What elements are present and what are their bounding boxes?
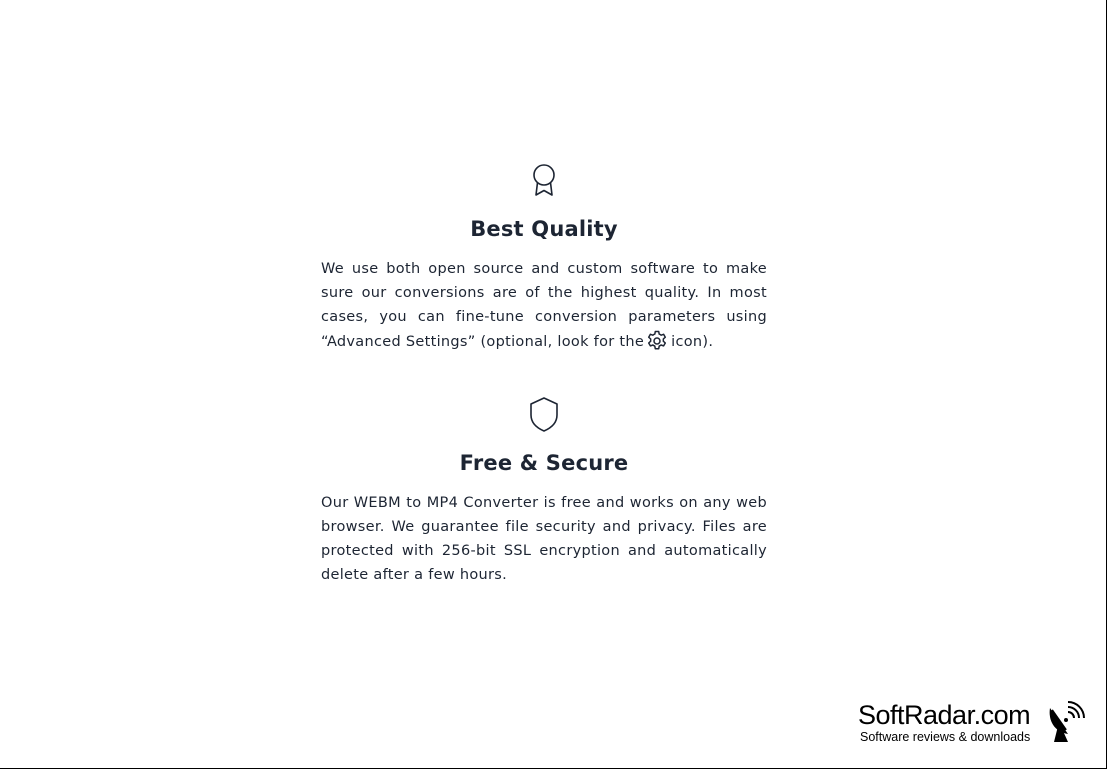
gear-icon <box>645 329 669 353</box>
shield-icon <box>524 394 564 434</box>
feature-best-quality <box>321 160 767 354</box>
feature-description: Our WEBM to MP4 Converter is free and works on any web browser. We guarantee file security and privacy. Files are protected with 256-bit SSL encryption and automatically delete after a few hours. <box>321 495 767 583</box>
softradar-watermark <box>858 700 1090 750</box>
feature-free-secure <box>321 394 767 587</box>
description-text-end: icon). <box>671 334 714 350</box>
award-ribbon-icon <box>524 160 564 200</box>
feature-description <box>321 257 767 354</box>
watermark-name: SoftRadar.com <box>858 700 1031 730</box>
description-text-start: We use both open source and custom software to make sure our conversions are of the highest quality. In most cases, you can fine-tune conversion parameters using “Advanced Settings” (optional, look for the <box>321 261 767 350</box>
feature-title: Free & Secure <box>459 451 629 475</box>
watermark-tagline: Software reviews & downloads <box>860 730 1031 744</box>
satellite-dish-icon <box>1046 700 1086 744</box>
feature-title: Best Quality <box>470 217 618 241</box>
